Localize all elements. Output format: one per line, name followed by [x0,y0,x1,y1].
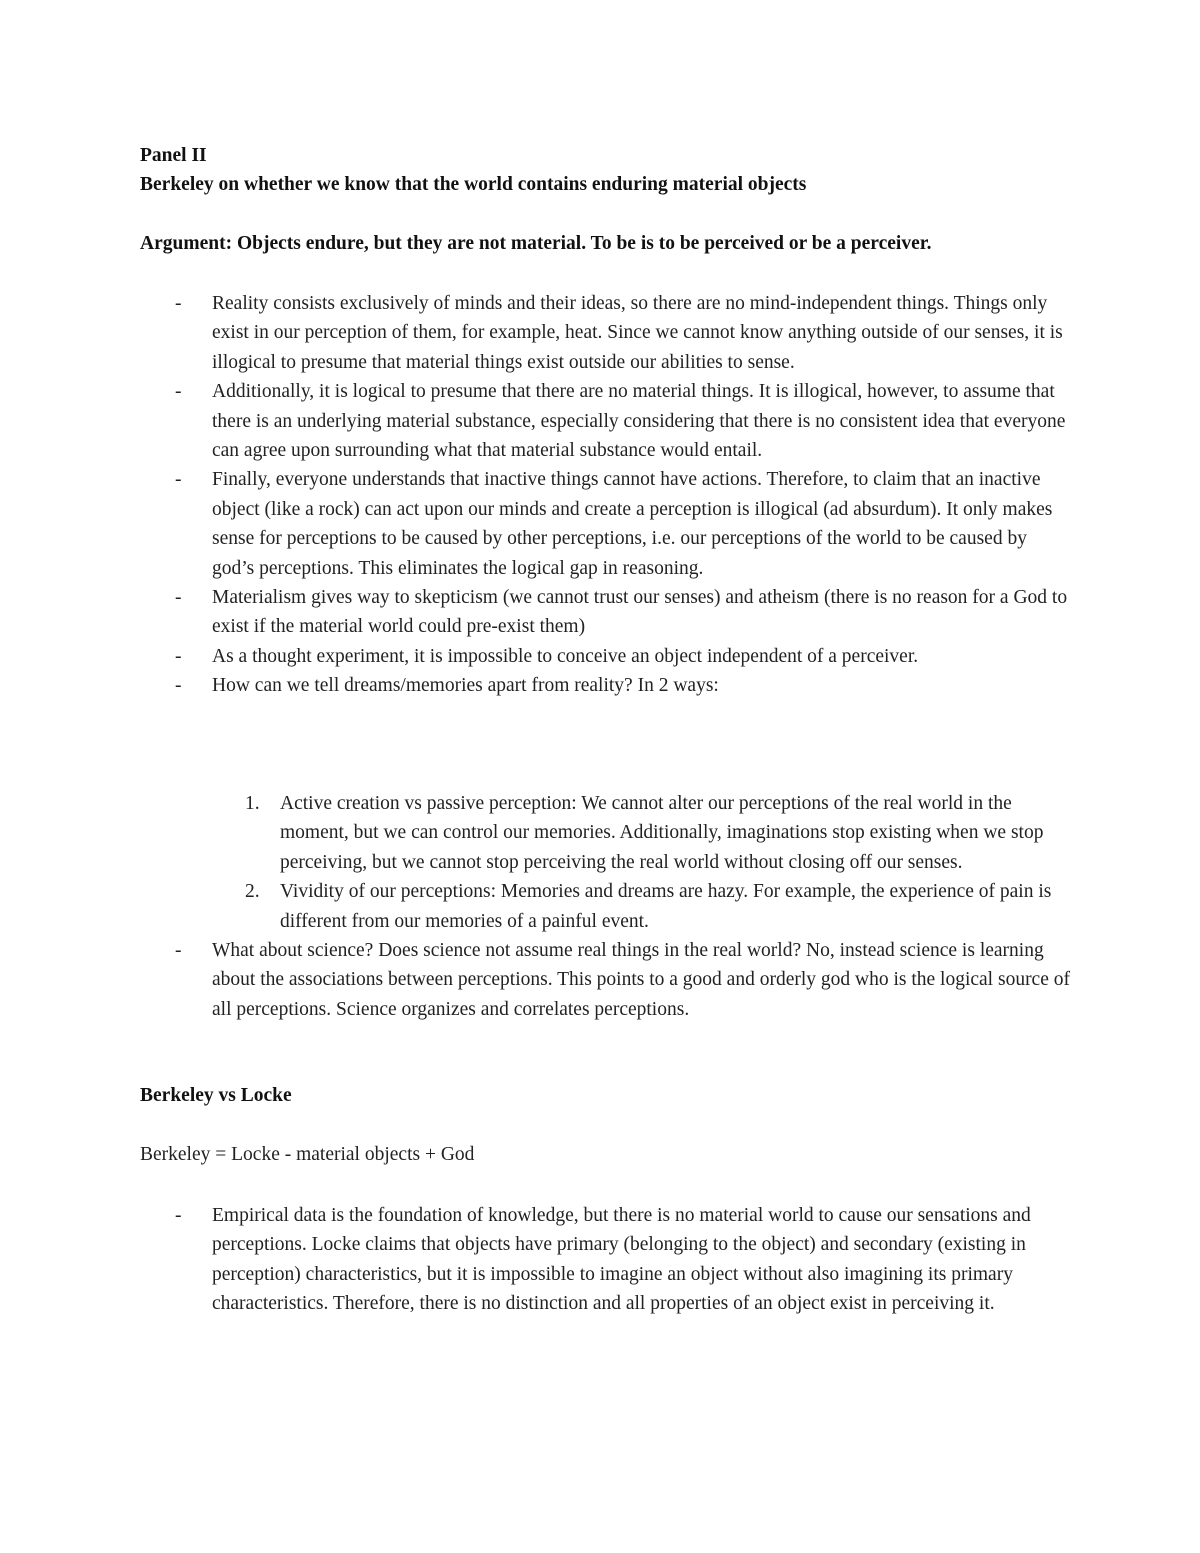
argument-point [140,936,1070,1024]
argument-point-text: Materialism gives way to skepticism (we cannot trust our senses) and atheism (there is no reason for a God to exist if the material world could pre-exist them) [212,587,1068,638]
panel-subtitle: Berkeley on whether we know that the world contains enduring material objects [140,174,807,195]
comparison-equation: Berkeley = Locke - material objects + God [140,1144,475,1165]
comparison-point-list [140,1201,1070,1319]
argument-point-text: How can we tell dreams/memories apart from reality? In 2 ways: [212,675,719,697]
bullet-dash: - [175,1205,182,1226]
way-text: Vividity of our perceptions: Memories and dreams are hazy. For example, the experience of pain is different from our memories of a painful event. [280,881,1052,932]
comparison-point [140,1201,1070,1319]
argument-point [140,642,1070,671]
argument-point [140,583,1070,642]
way-item [140,877,1070,936]
way-number: 1. [245,793,260,814]
argument-statement: Argument: Objects endure, but they are not material. To be is to be perceived or be a perceiver. [140,233,932,254]
argument-point-list [140,289,1070,701]
ways-block [140,789,1070,1024]
bullet-dash: - [175,587,182,609]
bullet-dash: - [175,381,182,403]
way-number: 2. [245,881,260,903]
argument-point [140,671,1070,700]
bullet-dash: - [175,293,182,314]
way-item [140,789,1070,877]
bullet-dash: - [175,675,182,697]
ways-list [140,789,1070,936]
argument-point-text: What about science? Does science not assume real things in the real world? No, instead science is learning about the associations between perceptions. This points to a good and orderly god who is the logical source of all perceptions. Science organizes and correlates perceptions. [212,940,1070,1020]
argument-point-text: Reality consists exclusively of minds and their ideas, so there are no mind-independent things. Things only exist in our perception of them, for example, heat. Since we cannot know anything outside of our senses, it is illogical to presume that material things exist outside our abilities to sense. [212,293,1063,373]
argument-point-text: Finally, everyone understands that inactive things cannot have actions. Therefore, to claim that an inactive object (like a rock) can act upon our minds and create a perception is illogical (ad absurdum). It only makes sense for perceptions to be caused by other perceptions, i.e. our perceptions of the world to be caused by god’s perceptions. This eliminates the logical gap in reasoning. [212,469,1053,579]
bullet-dash: - [175,469,182,491]
way-text: Active creation vs passive perception: We cannot alter our perceptions of the real world in the moment, but we can control our memories. Additionally, imaginations stop existing when we stop perceiving, but we cannot stop perceiving the real world without closing off our senses. [280,793,1044,873]
argument-point [140,289,1070,377]
comparison-point-text: Empirical data is the foundation of knowledge, but there is no material world to cause our sensations and perceptions. Locke claims that objects have primary (belonging to the object) and secondary (existing in perception) characteristics, but it is impossible to imagine an object without also imagining its primary characteristics. Therefore, there is no distinction and all properties of an object exist in perceiving it. [212,1205,1031,1315]
panel-title: Panel II [140,145,207,166]
bullet-dash: - [175,940,182,962]
argument-point [140,377,1070,465]
bullet-dash: - [175,645,182,667]
argument-point [140,465,1070,583]
argument-point-text: As a thought experiment, it is impossible to conceive an object independent of a perceiver. [212,645,919,667]
argument-point-list-final [140,936,1070,1024]
comparison-heading: Berkeley vs Locke [140,1085,292,1106]
argument-point-text: Additionally, it is logical to presume that there are no material things. It is illogical, however, to assume that there is an underlying material substance, especially considering that there is no consistent idea that everyone can agree upon surrounding what that material substance would entail. [212,381,1066,462]
